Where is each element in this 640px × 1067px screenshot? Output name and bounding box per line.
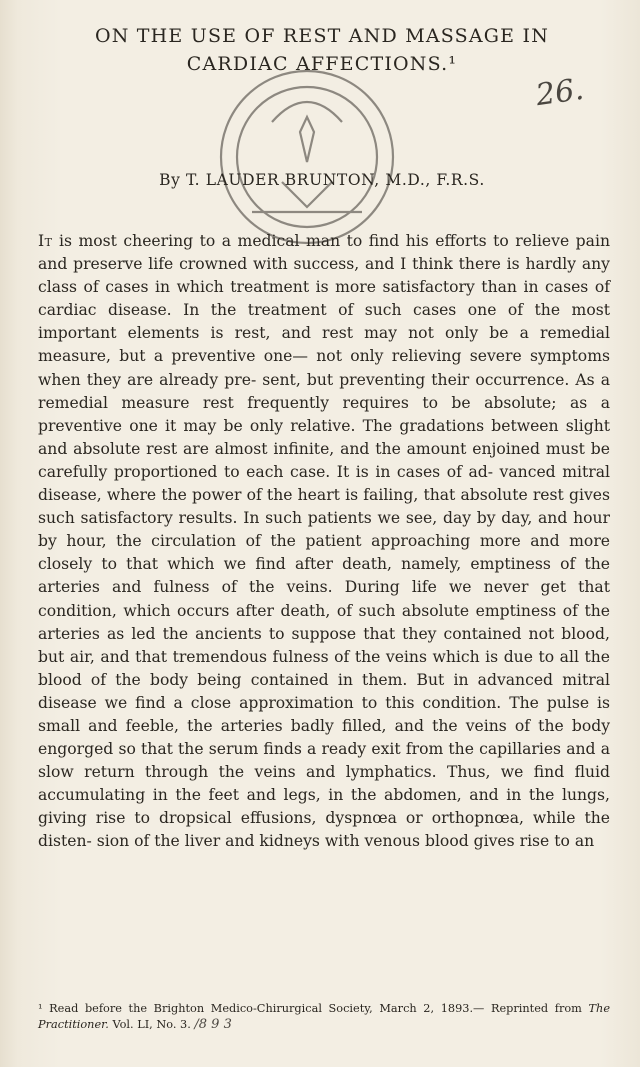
author-line: By T. LAUDER BRUNTON, M.D., F.R.S. (159, 171, 485, 189)
title-line-2: CARDIAC AFFECTIONS.¹ (186, 53, 458, 75)
footnote (38, 1001, 610, 1033)
title-line-1: ON THE USE OF REST AND MASSAGE IN (94, 25, 550, 47)
article-body (38, 230, 610, 854)
body-paragraph: is most cheering to a medical man to find his efforts to relieve pain and preserve life crowned with success, and I think there is hardly any class of cases in which treatment is more satisfactory than in cases of cardiac disease. In the treatment of such cases one of the most important elements is rest, and rest may not only be a remedial measure, but a preventive one— not only relieving severe symptoms when they are already pre- sent, but preventing their occurrence. As a remedial measure rest frequently requires to be absolute; as a preventive one it may be only relative. The gradations between slight and absolute rest are almost infinite, and the amount enjoined must be carefully proportioned to each case. It is in cases of ad- vanced mitral disease, where the power of the heart is failing, that absolute rest gives such satisfactory results. In such patients we see, day by day, and hour by hour, the circulation of the patient approaching more and more closely to that which we find after death, namely, emptiness of the arteries and fulness of the veins. During life we never get that condition, which occurs after death, of such absolute emptiness of the arteries as led the ancients to suppose that they contained not blood, but air, and that tremendous fulness of the veins which is due to all the blood of the body being contained in them. But in advanced mitral disease we find a close approximation to this condition. The pulse is small and feeble, the arteries badly filled, and the veins of the body engorged so that the serum finds a ready exit from the capillaries and a slow return through the veins and lymphatics. Thus, we find fluid accumulating in the feet and legs, in the abdomen, and in the lungs, giving rise to dropsical effusions, dyspnœa or orthopnœa, while the disten- sion of the liver and kidneys with venous blood gives rise to an (38, 232, 610, 851)
handwritten-note: 26. (533, 71, 586, 114)
library-stamp (212, 62, 402, 252)
footnote-text: ¹ Read before the Brighton Medico-Chirurgical Society, March 2, 1893.— Reprinted from (38, 1002, 582, 1015)
footnote-volume: Vol. LI, No. 3. (112, 1018, 191, 1031)
footnote-hand-mark: /8 9 3 (194, 1017, 232, 1032)
footnote-journal: The Practitioner. (38, 1002, 611, 1031)
first-word: It (38, 232, 53, 250)
article-title (22, 22, 622, 78)
